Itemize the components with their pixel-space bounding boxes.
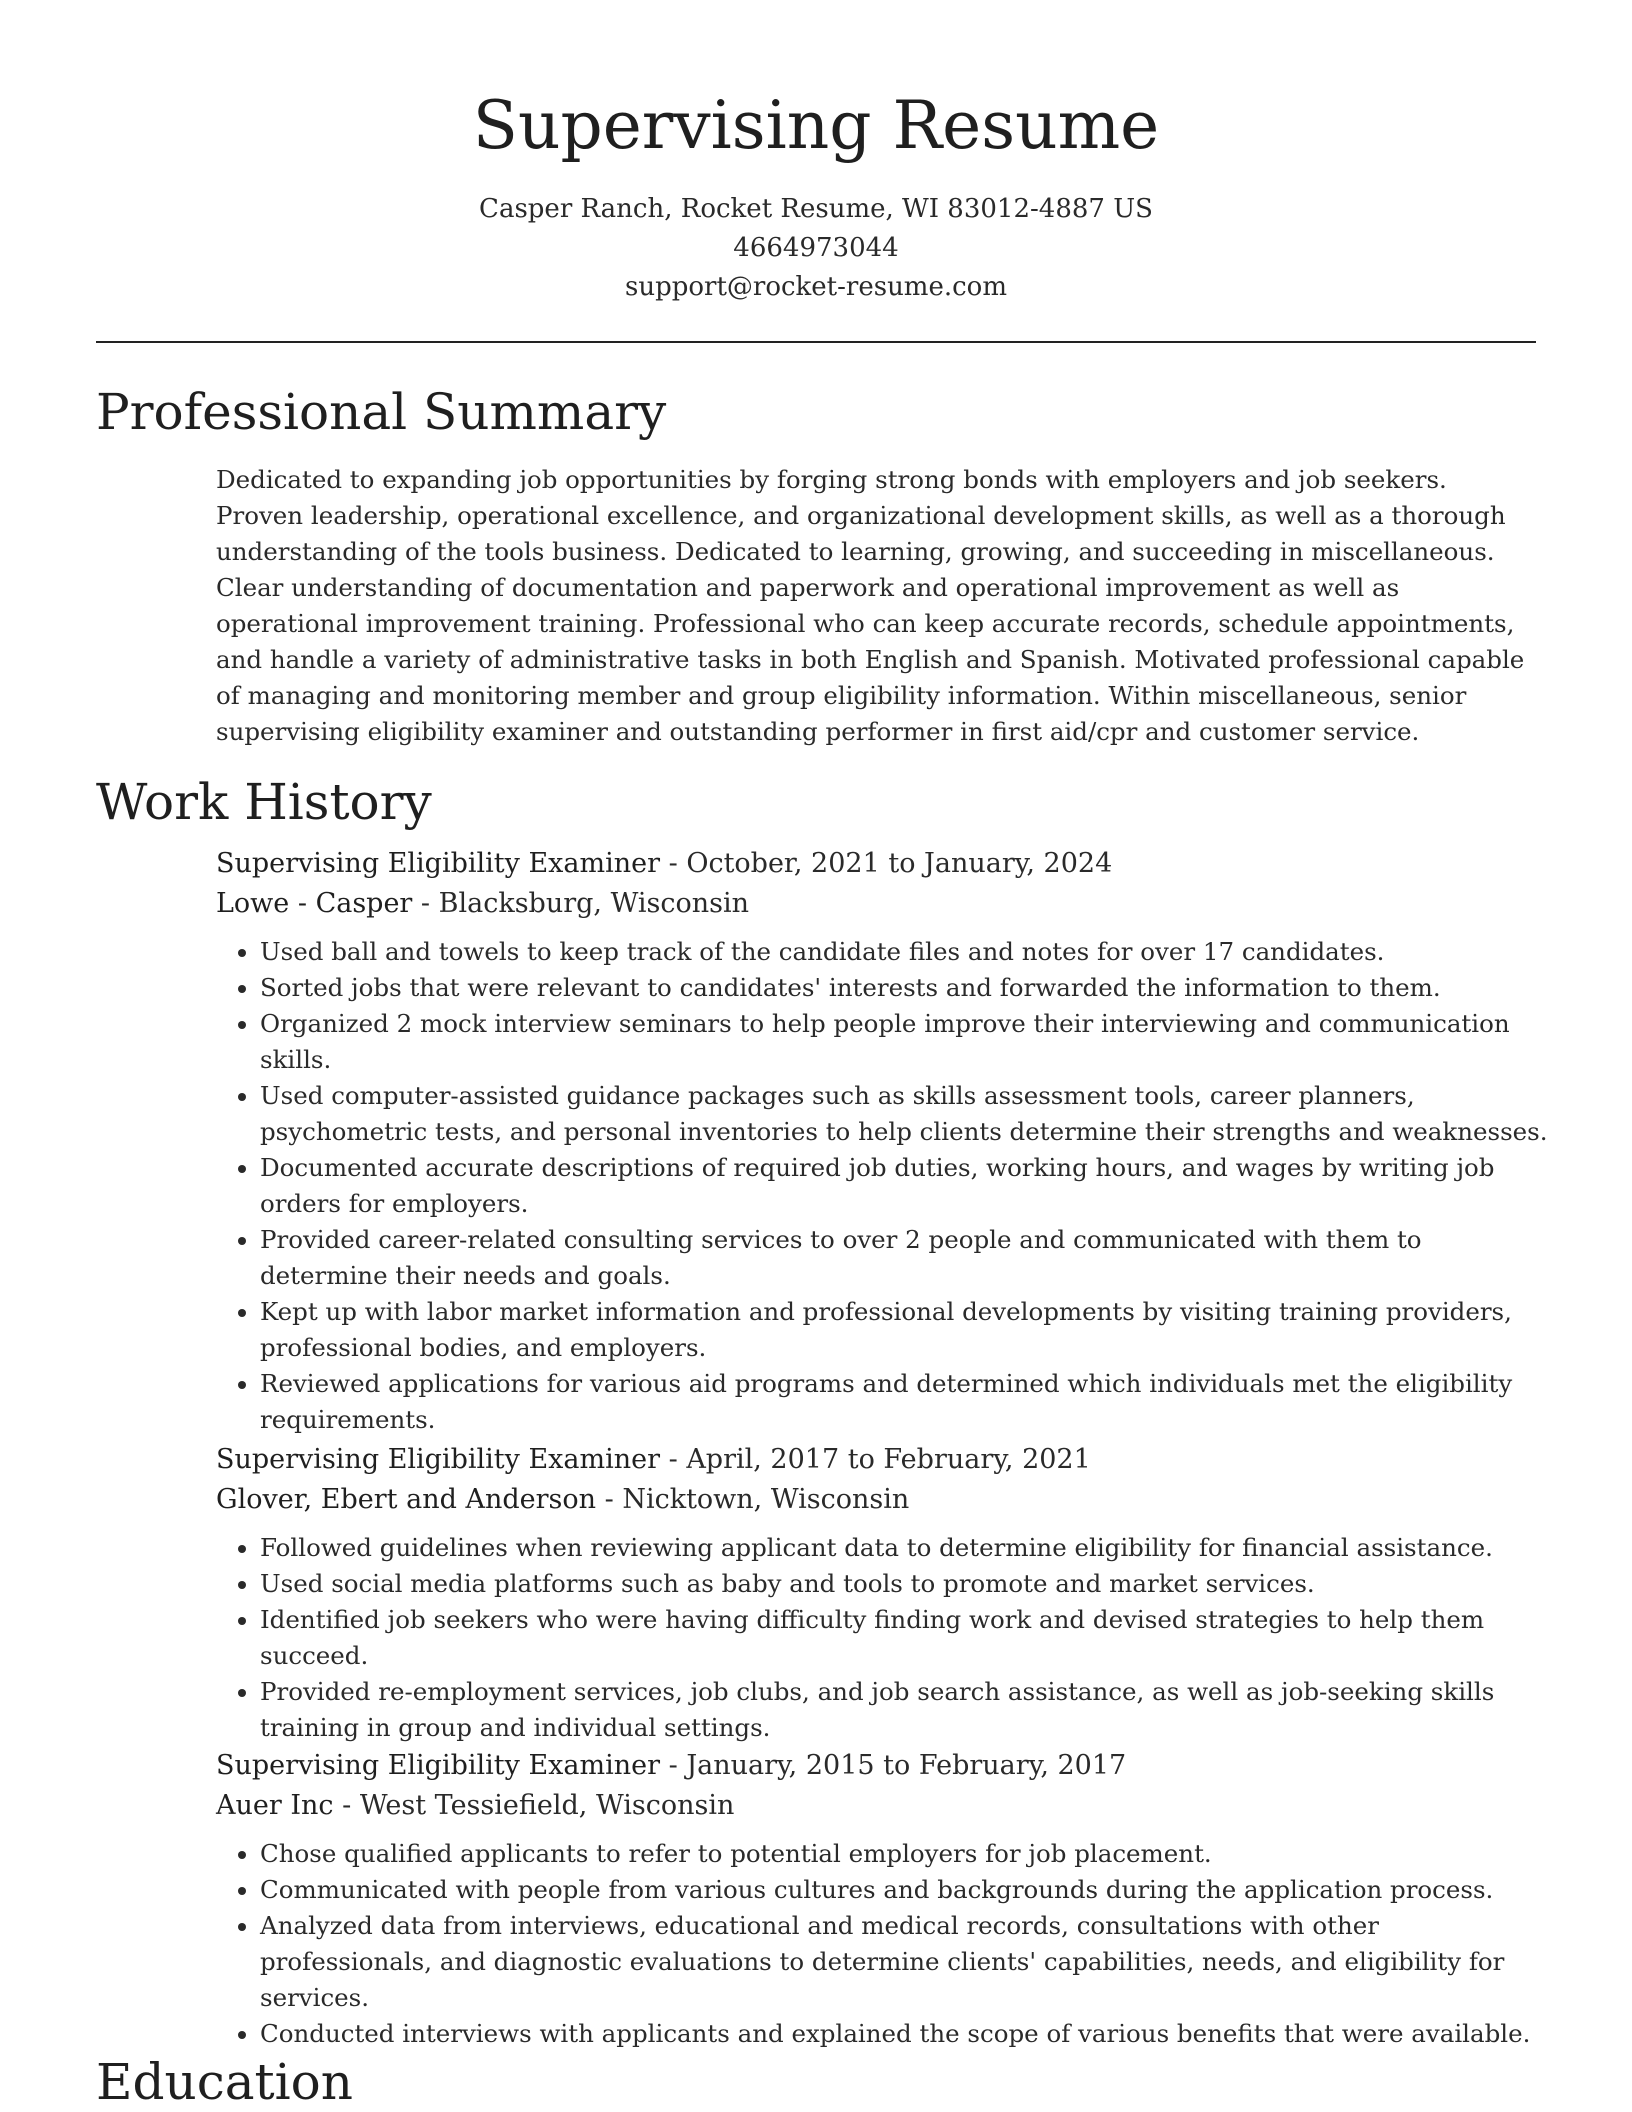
job-bullet: • Provided re-employment services, job clubs, and job search assistance, as well as job-seeking skills training in group and individual settings. — [260, 1674, 1556, 1746]
job-bullet: • Documented accurate descriptions of required job duties, working hours, and wages by writing job orders for employers. — [260, 1150, 1556, 1222]
job-bullet: • Organized 2 mock interview seminars to help people improve their interviewing and communication skills. — [260, 1006, 1556, 1078]
job-dates: April, 2017 to February, 2021 — [686, 1444, 1091, 1475]
job-bullet: • Kept up with labor market information and professional developments by visiting training providers, professional bodies, and employers. — [260, 1294, 1556, 1366]
job-separator: - — [660, 1444, 687, 1475]
header-divider — [96, 341, 1536, 343]
job-title-line — [216, 1440, 1556, 1480]
job-company: Lowe - Casper — [216, 888, 413, 919]
job-bullet: • Used ball and towels to keep track of the candidate files and notes for over 17 candidates. — [260, 934, 1556, 970]
job-location: Nicktown, Wisconsin — [622, 1484, 910, 1515]
job-company-line — [216, 884, 1556, 924]
job-entry — [216, 1746, 1556, 2052]
job-bullets — [216, 934, 1556, 1438]
summary-heading: Professional Summary — [96, 383, 667, 441]
job-separator: - — [412, 888, 439, 919]
job-dates: October, 2021 to January, 2024 — [686, 848, 1113, 879]
job-company-line — [216, 1480, 1556, 1520]
job-separator: - — [660, 848, 687, 879]
summary-text: Dedicated to expanding job opportunities by forging strong bonds with employers and job seekers. Proven leadership, operational excellence, and organizational development skills, as well as a thorough understanding of the tools business. Dedicated to learning, growing, and succeeding in miscellaneous. Clear understanding of documentation and paperwork and operational improvement as well as operational improvement training. Professional who can keep accurate records, schedule appointments, and handle a variety of administrative tasks in both English and Spanish. Motivated professional capable of managing and monitoring member and group eligibility information. Within miscellaneous, senior supervising eligibility examiner and outstanding performer in first aid/cpr and customer service. — [216, 465, 1525, 746]
job-separator: - — [596, 1484, 623, 1515]
resume-name: Supervising Resume — [472, 87, 1160, 164]
job-bullet: • Sorted jobs that were relevant to candidates' interests and forwarded the information to them. — [260, 970, 1556, 1006]
job-bullets — [216, 1836, 1556, 2052]
job-bullet: • Communicated with people from various cultures and backgrounds during the application process. — [260, 1872, 1556, 1908]
job-dates: January, 2015 to February, 2017 — [686, 1750, 1127, 1781]
job-title: Supervising Eligibility Examiner — [216, 1750, 661, 1781]
job-title-line — [216, 1746, 1556, 1786]
job-title: Supervising Eligibility Examiner — [216, 1444, 661, 1475]
job-bullet: • Used social media platforms such as baby and tools to promote and market services. — [260, 1566, 1556, 1602]
job-entry — [216, 844, 1556, 1438]
job-title: Supervising Eligibility Examiner — [216, 848, 661, 879]
job-bullet: • Used computer-assisted guidance packages such as skills assessment tools, career planners, psychometric tests, and personal inventories to help clients determine their strengths and weaknesses. — [260, 1078, 1556, 1150]
contact-phone: 4664973044 — [733, 233, 899, 263]
job-bullet: • Followed guidelines when reviewing applicant data to determine eligibility for financial assistance. — [260, 1530, 1556, 1566]
job-bullet: • Conducted interviews with applicants and explained the scope of various benefits that were available. — [260, 2016, 1556, 2052]
contact-email: support@rocket-resume.com — [624, 272, 1007, 302]
job-title-line — [216, 844, 1556, 884]
job-company: Auer Inc — [216, 1790, 334, 1821]
job-separator: - — [333, 1790, 360, 1821]
job-bullet: • Provided career-related consulting services to over 2 people and communicated with them to determine their needs and goals. — [260, 1222, 1556, 1294]
job-company-line — [216, 1786, 1556, 1826]
job-bullets — [216, 1530, 1556, 1746]
job-location: Blacksburg, Wisconsin — [438, 888, 749, 919]
work-history-heading: Work History — [96, 773, 432, 831]
job-entry — [216, 1440, 1556, 1746]
job-location: West Tessiefield, Wisconsin — [359, 1790, 735, 1821]
job-company: Glover, Ebert and Anderson — [216, 1484, 597, 1515]
job-separator: - — [660, 1750, 687, 1781]
job-bullet: • Reviewed applications for various aid programs and determined which individuals met the eligibility requirements. — [260, 1366, 1556, 1438]
job-bullet: • Identified job seekers who were having difficulty finding work and devised strategies to help them succeed. — [260, 1602, 1556, 1674]
education-heading: Education — [96, 2053, 353, 2111]
job-bullet: • Chose qualified applicants to refer to potential employers for job placement. — [260, 1836, 1556, 1872]
contact-address: Casper Ranch, Rocket Resume, WI 83012-4887 US — [479, 194, 1153, 224]
contact-info — [0, 190, 1632, 307]
job-bullet: • Analyzed data from interviews, educational and medical records, consultations with other professionals, and diagnostic evaluations to determine clients' capabilities, needs, and eligibility for services. — [260, 1908, 1556, 2016]
